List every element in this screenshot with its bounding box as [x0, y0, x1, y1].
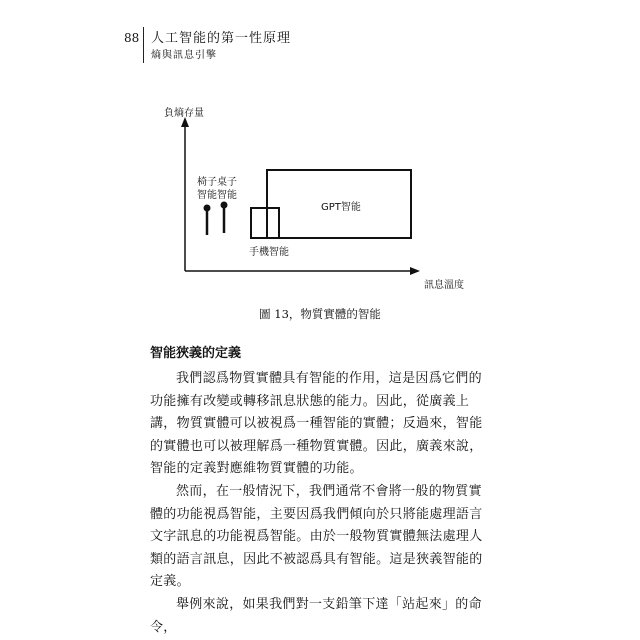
book-title: 人工智能的第一性原理 [151, 31, 292, 46]
phone-box [251, 208, 279, 238]
body-text [150, 368, 483, 639]
chapter-title: 熵與訊息引擎 [151, 50, 217, 61]
section-heading: 智能狹義的定義 [150, 346, 242, 361]
table-label-line1: 桌子 [217, 177, 237, 188]
chair-pin-head [204, 205, 211, 212]
table-label-line2: 智能 [217, 190, 237, 201]
table-pin-head [221, 202, 228, 209]
paragraph-2: 然而，在一般情況下，我們通常不會將一般的物質實體的功能視爲智能，主要因爲我們傾向於只將能處理語言文字訊息的功能視爲智能。由於一般物質實體無法處理人類的語言訊息，因此不被認爲具有智能。這是狹義智能的定義。 [150, 483, 483, 590]
figure-13 [150, 95, 480, 295]
gpt-label: GPT智能 [321, 202, 361, 213]
page-header [0, 0, 640, 70]
page-number: 88 [124, 31, 140, 45]
paragraph-1: 我們認爲物質實體具有智能的作用，這是因爲它們的功能擁有改變或轉移訊息狀態的能力。因此，從廣義上講，物質實體可以被視爲一種智能的實體；反過來，智能的實體也可以被理解爲一種物質實體。因此，廣義來說，智能的定義對應維物質實體的功能。 [150, 371, 483, 477]
chair-label-line2: 智能 [197, 190, 217, 201]
header-divider [143, 27, 144, 63]
paragraph-3: 舉例來說，如果我們對一支鉛筆下達「站起來」的命令， [150, 596, 482, 635]
x-axis-arrow [410, 267, 420, 275]
x-axis-label: 訊息溫度 [424, 280, 464, 291]
chair-label-line1: 椅子 [197, 177, 217, 188]
figure-caption: 圖 13，物質實體的智能 [259, 307, 381, 321]
phone-label: 手機智能 [249, 247, 289, 258]
y-axis-label: 負熵存量 [164, 108, 204, 119]
